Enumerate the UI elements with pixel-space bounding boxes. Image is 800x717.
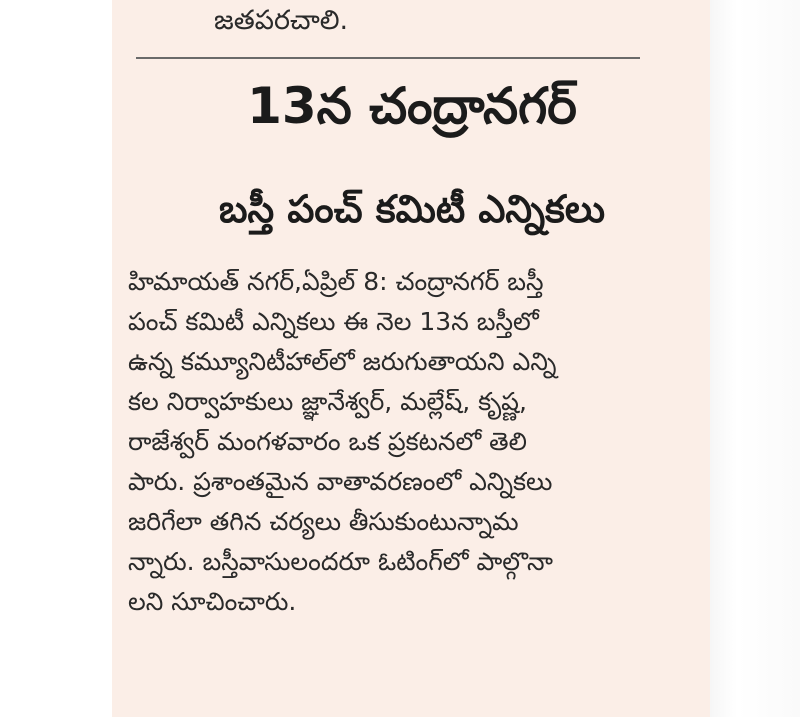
article-separator-rule — [136, 57, 640, 59]
body-line: లని సూచించారు. — [128, 587, 297, 616]
article-body — [128, 262, 698, 622]
headline-line-2: బస్తీ పంచ్ కమిటీ ఎన్నికలు — [219, 187, 605, 231]
headline-line-1: 13న చంద్రానగర్ — [247, 77, 577, 135]
body-line: ఉన్న కమ్యూనిటీహాల్‌లో జరుగుతాయని ఎన్ని — [128, 347, 557, 376]
previous-article-last-line: జతపరచాలి. — [214, 5, 349, 36]
body-line: జరిగేలా తగిన చర్యలు తీసుకుంటున్నామ — [128, 507, 519, 536]
next-headline-fragment — [150, 700, 650, 717]
body-line: పారు. ప్రశాంతమైన వాతావరణంలో ఎన్నికలు — [128, 467, 553, 496]
body-line: పంచ్ కమిటీ ఎన్నికలు ఈ నెల 13న బస్తీలో — [128, 307, 539, 336]
body-line: రాజేశ్వర్ మంగళవారం ఒక ప్రకటనలో తెలి — [128, 427, 527, 456]
body-line: హిమాయత్ నగర్,ఏప్రిల్ 8: చంద్రానగర్ బస్తీ — [128, 267, 544, 296]
scan-margin — [710, 0, 800, 717]
body-line: కల నిర్వాహకులు జ్ఞానేశ్వర్, మల్లేష్, కృష్ణ, — [128, 387, 527, 416]
body-line: న్నారు. బస్తీవాసులందరూ ఓటింగ్‌లో పాల్గొనా — [128, 547, 553, 576]
